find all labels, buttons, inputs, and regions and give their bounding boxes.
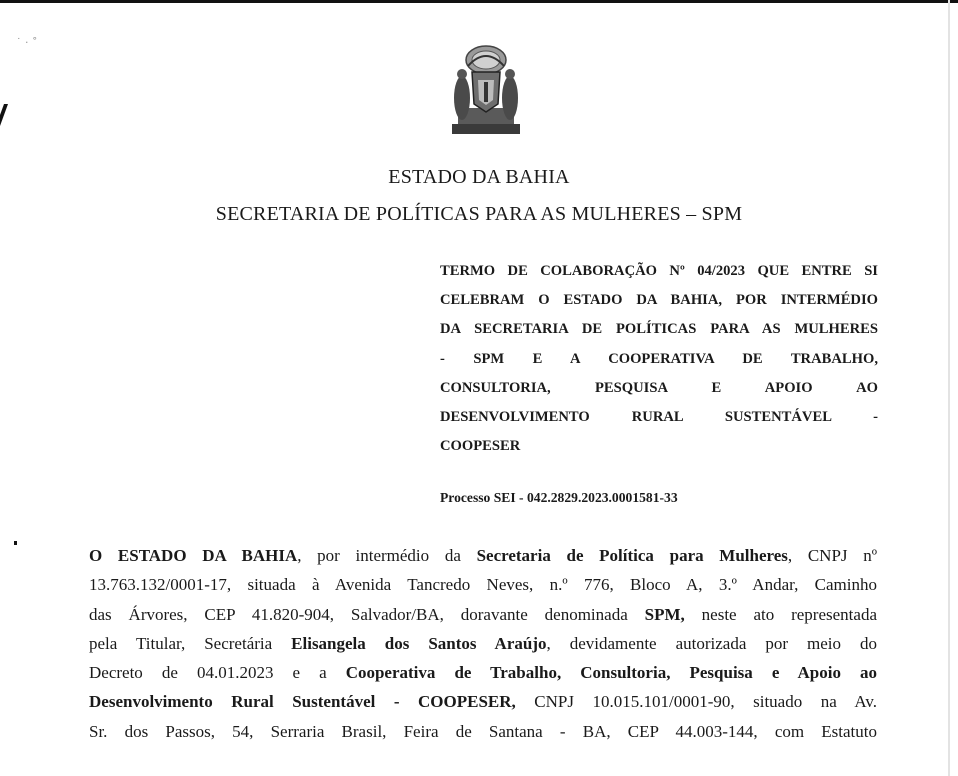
agreement-title-line: - SPM E A COOPERATIVA DE TRABALHO, [440,350,878,367]
secretariat-heading: SECRETARIA DE POLÍTICAS PARA AS MULHERES – SPM [215,203,743,225]
body-line: O ESTADO DA BAHIA, por intermédio da Secretaria de Política para Mulheres, CNPJ nº [89,546,877,565]
agreement-title-line: CELEBRAM O ESTADO DA BAHIA, POR INTERMÉDIO [440,292,878,309]
party-abbreviation: SPM, [644,604,685,624]
body-line: Sr. dos Passos, 54, Serraria Brasil, Feira de Santana - BA, CEP 44.003-144, com Estatuto [89,721,877,741]
agreement-title-line: DESENVOLVIMENTO RURAL SUSTENTÁVEL - [440,408,878,425]
agreement-title-line: COOPESER [440,438,521,455]
state-name-heading: ESTADO DA BAHIA [388,166,570,188]
contract-body-paragraph [89,541,877,746]
agreement-title-line: TERMO DE COLABORAÇÃO Nº 04/2023 QUE ENTRE SI [440,263,878,279]
process-number: Processo SEI - 042.2829.2023.0001581-33 [440,490,678,505]
scan-mark [14,541,17,545]
bahia-coat-of-arms-icon [448,42,524,136]
scan-top-border [0,0,958,3]
party-name: O ESTADO DA BAHIA [89,546,298,565]
agreement-title-block [440,257,878,461]
agreement-title-line: DA SECRETARIA DE POLÍTICAS PARA AS MULHERES [440,321,878,338]
cooperative-name: Cooperativa de Trabalho, Consultoria, Pesquisa e Apoio ao [345,663,877,683]
scan-mark [0,104,8,126]
agreement-title-line: CONSULTORIA, PESQUISA E APOIO AO [440,379,878,396]
body-line: das Árvores, CEP 41.820-904, Salvador/BA, doravante denominada SPM, neste ato representada [89,604,877,624]
body-line: Desenvolvimento Rural Sustentável - COOPESER, CNPJ 10.015.101/0001-90, situado na Av. [89,692,878,712]
body-line: pela Titular, Secretária Elisangela dos Santos Araújo, devidamente autorizada por meio do [89,633,877,653]
secretariat-name: Secretaria de Política para Mulheres [476,546,788,565]
body-line: Decreto de 04.01.2023 e a Cooperativa de Trabalho, Consultoria, Pesquisa e Apoio ao [89,663,877,683]
scan-speck: ˙ · ˚ [16,36,38,49]
page-edge-shadow [948,0,950,776]
cooperative-name: Desenvolvimento Rural Sustentável - COOPESER, [89,692,516,712]
representative-name: Elisangela dos Santos Araújo [291,633,547,653]
body-line: 13.763.132/0001-17, situada à Avenida Tancredo Neves, n.º 776, Bloco A, 3.º Andar, Caminho [89,575,877,595]
